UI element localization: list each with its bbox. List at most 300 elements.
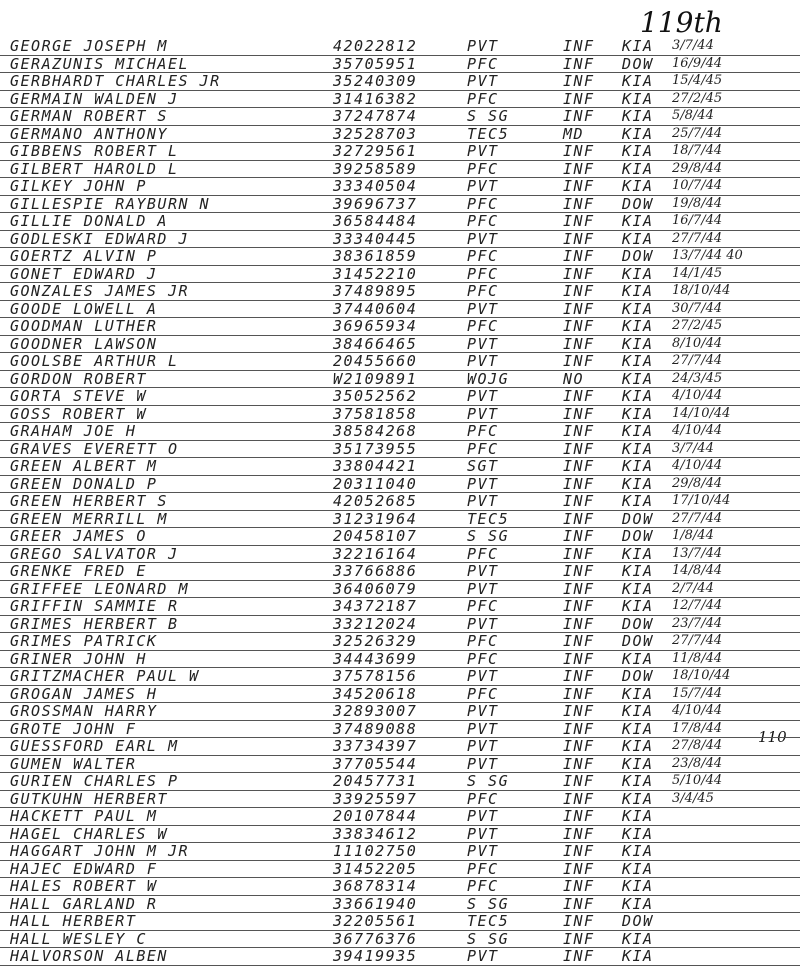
roster-name: GILLESPIE RAYBURN N — [10, 194, 211, 213]
roster-serial: 31416382 — [333, 89, 418, 108]
roster-branch: INF — [563, 684, 595, 703]
roster-status: KIA — [622, 457, 654, 475]
roster-grade: PVT — [467, 142, 499, 160]
roster-date: 27/7/44 — [672, 633, 723, 648]
roster-row — [0, 633, 800, 651]
roster-date: 16/7/44 — [672, 213, 723, 228]
roster-row — [0, 458, 800, 476]
roster-branch: INF — [563, 719, 595, 738]
roster-row — [0, 38, 800, 56]
roster-row — [0, 721, 800, 739]
roster-branch: INF — [563, 194, 595, 213]
roster-branch: INF — [563, 474, 595, 493]
roster-branch: INF — [563, 492, 595, 510]
roster-grade: PFC — [467, 597, 499, 615]
roster-date: 18/10/44 — [672, 668, 731, 683]
roster-grade: PVT — [467, 334, 499, 353]
roster-status: KIA — [622, 369, 654, 388]
roster-status: KIA — [622, 859, 654, 878]
roster-row — [0, 546, 800, 564]
roster-name: GONET EDWARD J — [10, 264, 158, 283]
roster-branch: INF — [563, 229, 595, 248]
roster-name: GOSS ROBERT W — [10, 404, 147, 423]
roster-serial: 32528703 — [333, 124, 418, 143]
roster-name: GERMANO ANTHONY — [10, 124, 168, 143]
roster-date: 25/7/44 — [672, 125, 723, 141]
roster-serial: 42022812 — [333, 37, 418, 55]
roster-name: HACKETT PAUL M — [10, 807, 158, 825]
roster-status: KIA — [622, 684, 654, 703]
roster-name: GREEN HERBERT S — [10, 492, 168, 510]
roster-name: GRAHAM JOE H — [10, 422, 137, 440]
roster-serial: 33340445 — [333, 229, 418, 248]
roster-grade: S SG — [467, 527, 510, 545]
roster-row — [0, 231, 800, 249]
roster-branch: INF — [563, 89, 595, 108]
roster-row — [0, 896, 800, 914]
roster-date: 27/8/44 — [672, 738, 723, 753]
roster-row — [0, 283, 800, 301]
roster-row — [0, 493, 800, 511]
roster-row — [0, 878, 800, 896]
roster-row — [0, 843, 800, 861]
roster-status: KIA — [622, 264, 654, 283]
roster-date: 24/3/45 — [672, 370, 723, 386]
roster-name: HALES ROBERT W — [10, 877, 158, 895]
roster-grade: PFC — [467, 544, 499, 563]
roster-status: KIA — [622, 877, 654, 895]
roster-serial: W2109891 — [333, 369, 418, 388]
roster-grade: PVT — [467, 947, 499, 965]
roster-status: KIA — [622, 352, 654, 370]
roster-name: GUMEN WALTER — [10, 754, 137, 773]
roster-branch: NO — [563, 369, 585, 388]
roster-serial: 20455660 — [333, 352, 418, 370]
roster-serial: 20311040 — [333, 474, 418, 493]
roster-row — [0, 178, 800, 196]
roster-row — [0, 616, 800, 634]
roster-name: GEORGE JOSEPH M — [10, 37, 168, 55]
roster-grade: PVT — [467, 404, 499, 423]
roster-name: GRAVES EVERETT O — [10, 439, 179, 458]
roster-serial: 32205561 — [333, 912, 418, 930]
roster-row — [0, 91, 800, 109]
roster-status: KIA — [622, 387, 654, 405]
roster-row — [0, 248, 800, 266]
roster-date: 23/8/44 — [672, 755, 723, 771]
roster-date: 1/8/44 — [672, 528, 714, 543]
roster-status: KIA — [622, 107, 654, 125]
roster-grade: PVT — [467, 824, 499, 843]
roster-status: KIA — [622, 37, 654, 55]
roster-status: DOW — [622, 54, 654, 73]
roster-date: 27/7/44 — [672, 510, 723, 526]
roster-name: HALL WESLEY C — [10, 929, 147, 948]
roster-status: KIA — [622, 282, 654, 300]
roster-date: 13/7/44 — [672, 545, 723, 561]
roster-serial: 35052562 — [333, 387, 418, 405]
roster-date: 17/8/44 — [672, 720, 723, 736]
roster-date: 27/2/45 — [672, 90, 723, 106]
roster-serial: 38584268 — [333, 422, 418, 440]
roster-date: 3/7/44 — [672, 440, 714, 456]
roster-branch: INF — [563, 212, 595, 230]
roster-branch: INF — [563, 894, 595, 913]
roster-grade: PFC — [467, 632, 499, 650]
roster-status: DOW — [622, 194, 654, 213]
roster-date: 18/7/44 — [672, 143, 723, 158]
roster-name: GONZALES JAMES JR — [10, 282, 190, 300]
roster-name: GUTKUHN HERBERT — [10, 789, 168, 808]
roster-row — [0, 931, 800, 949]
roster-grade: PFC — [467, 859, 499, 878]
roster-serial: 36965934 — [333, 317, 418, 335]
roster-serial: 33340504 — [333, 177, 418, 195]
roster-name: GERBHARDT CHARLES JR — [10, 72, 221, 90]
roster-status: KIA — [622, 824, 654, 843]
roster-branch: INF — [563, 772, 595, 790]
roster-serial: 20457731 — [333, 772, 418, 790]
roster-grade: PVT — [467, 614, 499, 633]
roster-branch: INF — [563, 317, 595, 335]
roster-name: GODLESKI EDWARD J — [10, 229, 190, 248]
roster-status: KIA — [622, 772, 654, 790]
roster-branch: INF — [563, 334, 595, 353]
roster-status: KIA — [622, 737, 654, 755]
roster-status: KIA — [622, 789, 654, 808]
roster-branch: INF — [563, 457, 595, 475]
roster-branch: INF — [563, 509, 595, 528]
roster-name: GRIFFEE LEONARD M — [10, 579, 190, 598]
roster-row — [0, 196, 800, 214]
roster-status: DOW — [622, 667, 654, 685]
roster-name: GRIMES HERBERT B — [10, 614, 179, 633]
roster-date: 4/10/44 — [672, 423, 723, 438]
roster-serial: 33804421 — [333, 457, 418, 475]
roster-branch: INF — [563, 387, 595, 405]
roster-serial: 37581858 — [333, 404, 418, 423]
roster-row — [0, 143, 800, 161]
roster-row — [0, 388, 800, 406]
roster-name: GERMAN ROBERT S — [10, 107, 168, 125]
roster-row — [0, 161, 800, 179]
roster-status: KIA — [622, 719, 654, 738]
roster-serial: 37489088 — [333, 719, 418, 738]
roster-row — [0, 528, 800, 546]
roster-branch: INF — [563, 649, 595, 668]
roster-branch: INF — [563, 299, 595, 318]
roster-serial: 35705951 — [333, 54, 418, 73]
roster-row — [0, 581, 800, 599]
roster-branch: INF — [563, 947, 595, 965]
roster-grade: TEC5 — [467, 912, 510, 930]
roster-grade: PFC — [467, 54, 499, 73]
roster-branch: INF — [563, 614, 595, 633]
roster-row — [0, 108, 800, 126]
roster-date: 4/10/44 — [672, 388, 723, 403]
roster-serial: 37489895 — [333, 282, 418, 300]
roster-status: KIA — [622, 597, 654, 615]
roster-name: GILBERT HAROLD L — [10, 159, 179, 178]
roster-branch: INF — [563, 37, 595, 55]
roster-serial: 37578156 — [333, 667, 418, 685]
roster-row — [0, 598, 800, 616]
roster-status: KIA — [622, 842, 654, 860]
roster-grade: TEC5 — [467, 124, 510, 143]
roster-date: 2/7/44 — [672, 580, 714, 596]
roster-date: 17/10/44 — [672, 493, 731, 508]
roster-date: 11/8/44 — [672, 650, 723, 666]
roster-serial: 38466465 — [333, 334, 418, 353]
roster-branch: INF — [563, 929, 595, 948]
roster-status: KIA — [622, 894, 654, 913]
roster-serial: 32216164 — [333, 544, 418, 563]
roster-name: HAGGART JOHN M JR — [10, 842, 190, 860]
roster-branch: INF — [563, 544, 595, 563]
roster-grade: PFC — [467, 422, 499, 440]
roster-row — [0, 808, 800, 826]
roster-grade: PFC — [467, 877, 499, 895]
roster-row — [0, 423, 800, 441]
roster-date: 14/10/44 — [672, 405, 731, 421]
roster-row — [0, 563, 800, 581]
roster-status: KIA — [622, 89, 654, 108]
roster-status: KIA — [622, 439, 654, 458]
roster-serial: 36584484 — [333, 212, 418, 230]
roster-row — [0, 791, 800, 809]
roster-status: DOW — [622, 509, 654, 528]
roster-grade: PVT — [467, 492, 499, 510]
roster-grade: PVT — [467, 807, 499, 825]
roster-name: GRITZMACHER PAUL W — [10, 667, 200, 685]
roster-branch: INF — [563, 842, 595, 860]
roster-status: KIA — [622, 177, 654, 195]
roster-name: GORDON ROBERT — [10, 369, 147, 388]
roster-row — [0, 651, 800, 669]
roster-status: KIA — [622, 142, 654, 160]
roster-status: KIA — [622, 299, 654, 318]
roster-branch: INF — [563, 597, 595, 615]
roster-status: KIA — [622, 229, 654, 248]
roster-branch: INF — [563, 754, 595, 773]
roster-serial: 33212024 — [333, 614, 418, 633]
roster-branch: INF — [563, 632, 595, 650]
roster-branch: INF — [563, 177, 595, 195]
roster-name: GERMAIN WALDEN J — [10, 89, 179, 108]
roster-date: 13/7/44 40 — [672, 248, 743, 263]
roster-date: 5/8/44 — [672, 108, 714, 123]
roster-date: 4/10/44 — [672, 458, 723, 473]
roster-status: KIA — [622, 317, 654, 335]
roster-grade: WOJG — [467, 369, 510, 388]
roster-branch: INF — [563, 824, 595, 843]
roster-status: DOW — [622, 614, 654, 633]
roster-row — [0, 371, 800, 389]
roster-branch: INF — [563, 107, 595, 125]
roster-row — [0, 476, 800, 494]
roster-row — [0, 406, 800, 424]
roster-branch: INF — [563, 579, 595, 598]
roster-serial: 34372187 — [333, 597, 418, 615]
roster-serial: 36878314 — [333, 877, 418, 895]
roster-status: KIA — [622, 474, 654, 493]
roster-status: KIA — [622, 649, 654, 668]
roster-grade: PVT — [467, 579, 499, 598]
roster-grade: PVT — [467, 702, 499, 720]
roster-name: GUESSFORD EARL M — [10, 737, 179, 755]
roster-serial: 32893007 — [333, 702, 418, 720]
roster-branch: INF — [563, 282, 595, 300]
roster-name: GREGO SALVATOR J — [10, 544, 179, 563]
roster-status: KIA — [622, 562, 654, 580]
roster-serial: 37247874 — [333, 107, 418, 125]
roster-name: GREEN MERRILL M — [10, 509, 168, 528]
roster-serial: 33766886 — [333, 562, 418, 580]
roster-name: HALL HERBERT — [10, 912, 137, 930]
roster-name: HALVORSON ALBEN — [10, 947, 168, 965]
roster-row — [0, 948, 800, 966]
roster-name: GRIFFIN SAMMIE R — [10, 597, 179, 615]
roster-name: GIBBENS ROBERT L — [10, 142, 179, 160]
roster-serial: 34443699 — [333, 649, 418, 668]
roster-serial: 36406079 — [333, 579, 418, 598]
roster-row — [0, 913, 800, 931]
roster-status: KIA — [622, 404, 654, 423]
roster-status: KIA — [622, 334, 654, 353]
roster-branch: INF — [563, 702, 595, 720]
roster-date: 29/8/44 — [672, 475, 723, 491]
roster-serial: 39419935 — [333, 947, 418, 965]
roster-branch: INF — [563, 72, 595, 90]
roster-grade: PFC — [467, 439, 499, 458]
handwritten-unit-annotation: 119th — [640, 6, 723, 39]
roster-row — [0, 826, 800, 844]
roster-name: GRINER JOHN H — [10, 649, 147, 668]
roster-serial: 37440604 — [333, 299, 418, 318]
roster-grade: PFC — [467, 194, 499, 213]
roster-name: HALL GARLAND R — [10, 894, 158, 913]
roster-branch: INF — [563, 877, 595, 895]
roster-grade: PVT — [467, 719, 499, 738]
roster-date: 27/2/45 — [672, 318, 723, 333]
roster-row — [0, 686, 800, 704]
roster-grade: SGT — [467, 457, 499, 475]
roster-status: KIA — [622, 947, 654, 965]
roster-serial: 20107844 — [333, 807, 418, 825]
roster-serial: 34520618 — [333, 684, 418, 703]
roster-branch: INF — [563, 247, 595, 265]
roster-branch: INF — [563, 159, 595, 178]
roster-name: HAGEL CHARLES W — [10, 824, 168, 843]
roster-serial: 35173955 — [333, 439, 418, 458]
roster-date: 15/7/44 — [672, 685, 723, 701]
roster-row — [0, 353, 800, 371]
roster-date: 27/7/44 — [672, 353, 723, 368]
roster-name: GURIEN CHARLES P — [10, 772, 179, 790]
roster-serial: 37705544 — [333, 754, 418, 773]
roster-status: DOW — [622, 912, 654, 930]
roster-grade: PFC — [467, 317, 499, 335]
roster-date: 14/8/44 — [672, 563, 723, 578]
roster-status: KIA — [622, 754, 654, 773]
roster-date: 3/4/45 — [672, 790, 714, 806]
roster-branch: INF — [563, 54, 595, 73]
roster-date: 16/9/44 — [672, 55, 723, 71]
roster-grade: PVT — [467, 72, 499, 90]
casualty-list — [0, 38, 800, 966]
roster-name: GILKEY JOHN P — [10, 177, 147, 195]
roster-name: GORTA STEVE W — [10, 387, 147, 405]
roster-serial: 31231964 — [333, 509, 418, 528]
roster-row — [0, 861, 800, 879]
roster-serial: 33925597 — [333, 789, 418, 808]
roster-status: DOW — [622, 632, 654, 650]
roster-status: KIA — [622, 492, 654, 510]
roster-serial: 39696737 — [333, 194, 418, 213]
roster-date: 4/10/44 — [672, 703, 723, 718]
roster-grade: PVT — [467, 37, 499, 55]
roster-date: 3/7/44 — [672, 38, 714, 53]
roster-row — [0, 773, 800, 791]
roster-name: GILLIE DONALD A — [10, 212, 168, 230]
roster-grade: TEC5 — [467, 509, 510, 528]
roster-status: DOW — [622, 247, 654, 265]
roster-name: GOOLSBE ARTHUR L — [10, 352, 179, 370]
roster-grade: PFC — [467, 159, 499, 178]
roster-status: DOW — [622, 527, 654, 545]
roster-grade: PVT — [467, 667, 499, 685]
roster-grade: S SG — [467, 772, 510, 790]
roster-branch: INF — [563, 527, 595, 545]
roster-branch: INF — [563, 859, 595, 878]
roster-name: GREEN ALBERT M — [10, 457, 158, 475]
roster-row — [0, 336, 800, 354]
roster-name: GREEN DONALD P — [10, 474, 158, 493]
roster-grade: PVT — [467, 177, 499, 195]
roster-row — [0, 511, 800, 529]
roster-serial: 11102750 — [333, 842, 418, 860]
roster-serial: 33734397 — [333, 737, 418, 755]
roster-grade: PVT — [467, 387, 499, 405]
roster-row — [0, 318, 800, 336]
roster-date: 23/7/44 — [672, 615, 723, 631]
roster-date: 14/1/45 — [672, 265, 723, 281]
roster-grade: PFC — [467, 212, 499, 230]
roster-date: 18/10/44 — [672, 283, 731, 298]
roster-name: GROGAN JAMES H — [10, 684, 158, 703]
roster-row — [0, 441, 800, 459]
roster-status: KIA — [622, 72, 654, 90]
roster-grade: PVT — [467, 842, 499, 860]
roster-branch: INF — [563, 807, 595, 825]
roster-date: 15/4/45 — [672, 73, 723, 88]
roster-row — [0, 668, 800, 686]
roster-serial: 31452210 — [333, 264, 418, 283]
roster-grade: S SG — [467, 929, 510, 948]
roster-date: 27/7/44 — [672, 230, 723, 246]
roster-branch: INF — [563, 422, 595, 440]
roster-branch: INF — [563, 404, 595, 423]
roster-branch: MD — [563, 124, 585, 143]
roster-row — [0, 266, 800, 284]
roster-date: 8/10/44 — [672, 335, 723, 351]
roster-date: 30/7/44 — [672, 300, 723, 316]
roster-date: 29/8/44 — [672, 160, 723, 176]
roster-row — [0, 126, 800, 144]
roster-name: GOERTZ ALVIN P — [10, 247, 158, 265]
roster-serial: 32526329 — [333, 632, 418, 650]
roster-serial: 33834612 — [333, 824, 418, 843]
